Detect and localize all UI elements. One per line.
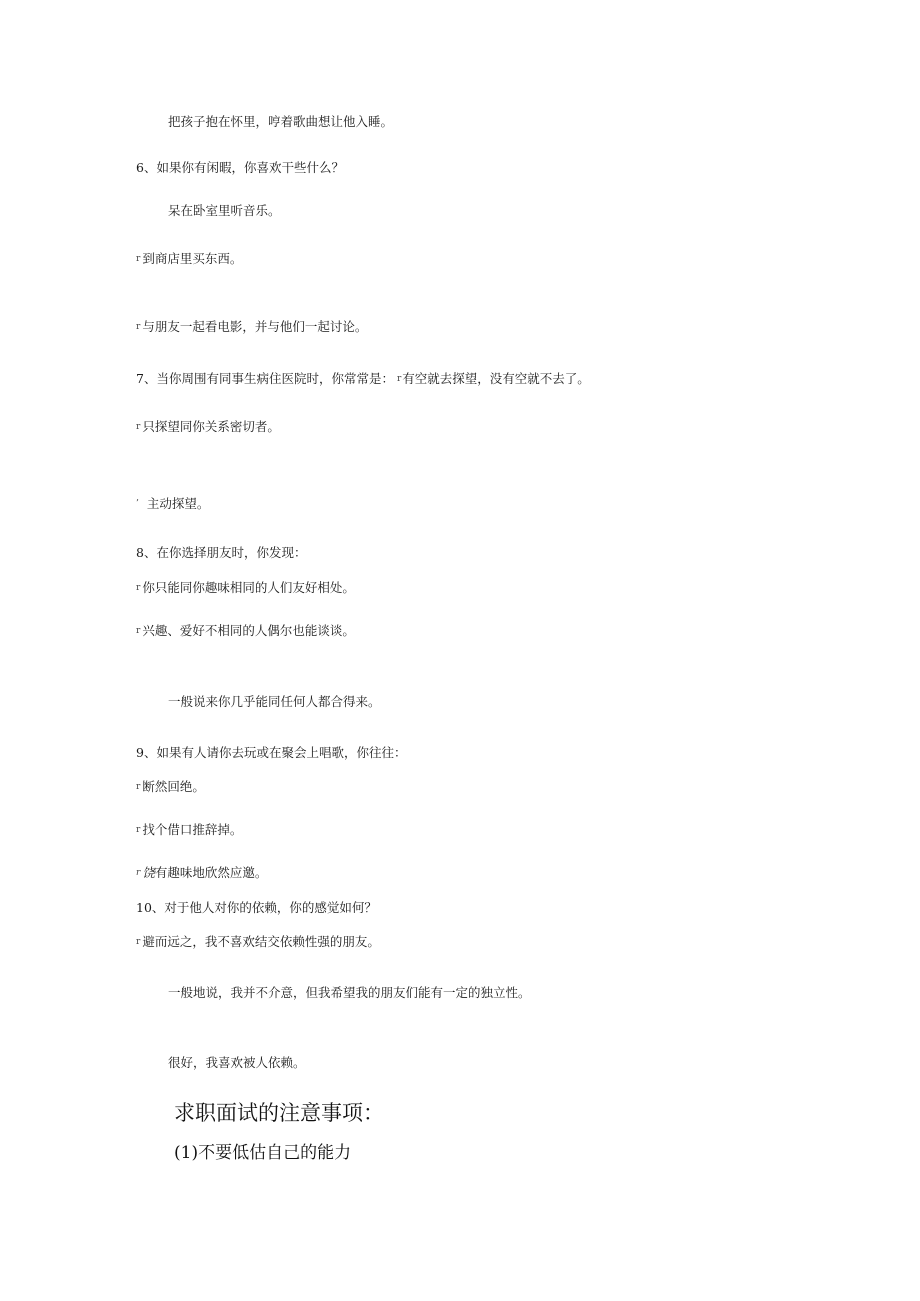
option-marker: r bbox=[136, 254, 141, 264]
option-text: 呆在卧室里听音乐。 bbox=[168, 203, 281, 218]
option-q10-avoid bbox=[136, 934, 380, 950]
section-title: 求职面试的注意事项： bbox=[174, 1101, 384, 1125]
option-text: 有空就去探望，没有空就不去了。 bbox=[402, 371, 590, 386]
option-q9-excuse bbox=[136, 822, 242, 838]
option-marker: r bbox=[136, 422, 141, 432]
option-marker: ’ bbox=[136, 499, 139, 509]
option-text: 把孩子抱在怀里，哼着歌曲想让他入睡。 bbox=[168, 114, 394, 129]
question-text: 10、对于他人对你的依赖，你的感觉如何？ bbox=[136, 900, 377, 915]
option-marker: r bbox=[136, 937, 141, 947]
option-q8-different bbox=[136, 623, 355, 639]
question-6 bbox=[136, 160, 344, 176]
option-q8-anyone bbox=[168, 694, 381, 710]
question-text: 9、如果有人请你去玩或在聚会上唱歌，你往往： bbox=[136, 745, 407, 760]
question-8 bbox=[136, 545, 306, 561]
option-text: 只探望同你关系密切者。 bbox=[142, 419, 280, 434]
question-text: 6、如果你有闲暇，你喜欢干些什么？ bbox=[136, 160, 344, 175]
question-text: 7、当你周围有同事生病住医院时，你常常是： bbox=[136, 371, 394, 386]
option-marker: r bbox=[136, 825, 141, 835]
option-q5-hold-child bbox=[168, 114, 393, 130]
option-marker: r bbox=[136, 626, 141, 636]
option-q9-accept bbox=[136, 865, 267, 881]
question-7 bbox=[136, 371, 590, 387]
option-q7-active bbox=[136, 496, 209, 512]
option-text: 你只能同你趣味相同的人们友好相处。 bbox=[142, 580, 355, 595]
option-text: 有趣味地欣然应邀。 bbox=[154, 865, 268, 880]
option-q9-refuse bbox=[136, 779, 205, 795]
option-marker: r bbox=[136, 322, 141, 332]
option-q10-dont-mind bbox=[168, 985, 531, 1001]
option-q8-same-interest bbox=[136, 580, 355, 596]
option-marker: r bbox=[136, 868, 141, 878]
option-text: 主动探望。 bbox=[146, 496, 210, 511]
option-q7-close-only bbox=[136, 419, 280, 435]
question-text: 8、在你选择朋友时，你发现： bbox=[136, 545, 307, 560]
option-q6-bedroom-music bbox=[168, 203, 281, 219]
option-prefix: 饶 bbox=[142, 865, 155, 880]
option-q10-like bbox=[168, 1055, 306, 1071]
option-text: 一般说来你几乎能同任何人都合得来。 bbox=[168, 694, 381, 709]
option-q6-movie bbox=[136, 319, 367, 335]
option-text: 一般地说，我并不介意，但我希望我的朋友们能有一定的独立性。 bbox=[168, 985, 531, 1000]
option-text: 找个借口推辞掉。 bbox=[142, 822, 243, 837]
question-9 bbox=[136, 745, 406, 761]
option-marker: r bbox=[396, 374, 402, 384]
option-text: 与朋友一起看电影，并与他们一起讨论。 bbox=[142, 319, 368, 334]
option-text: 避而远之，我不喜欢结交依赖性强的朋友。 bbox=[142, 934, 380, 949]
option-text: 兴趣、爱好不相同的人偶尔也能谈谈。 bbox=[142, 623, 355, 638]
option-q6-shopping bbox=[136, 251, 242, 267]
option-text: 很好，我喜欢被人依赖。 bbox=[168, 1055, 306, 1070]
option-text: 到商店里买东西。 bbox=[142, 251, 243, 266]
option-marker: r bbox=[136, 583, 141, 593]
question-10 bbox=[136, 900, 377, 916]
option-text: 断然回绝。 bbox=[142, 779, 205, 794]
section-point-1: (1)不要低估自己的能力 bbox=[174, 1143, 352, 1163]
option-marker: r bbox=[136, 782, 141, 792]
